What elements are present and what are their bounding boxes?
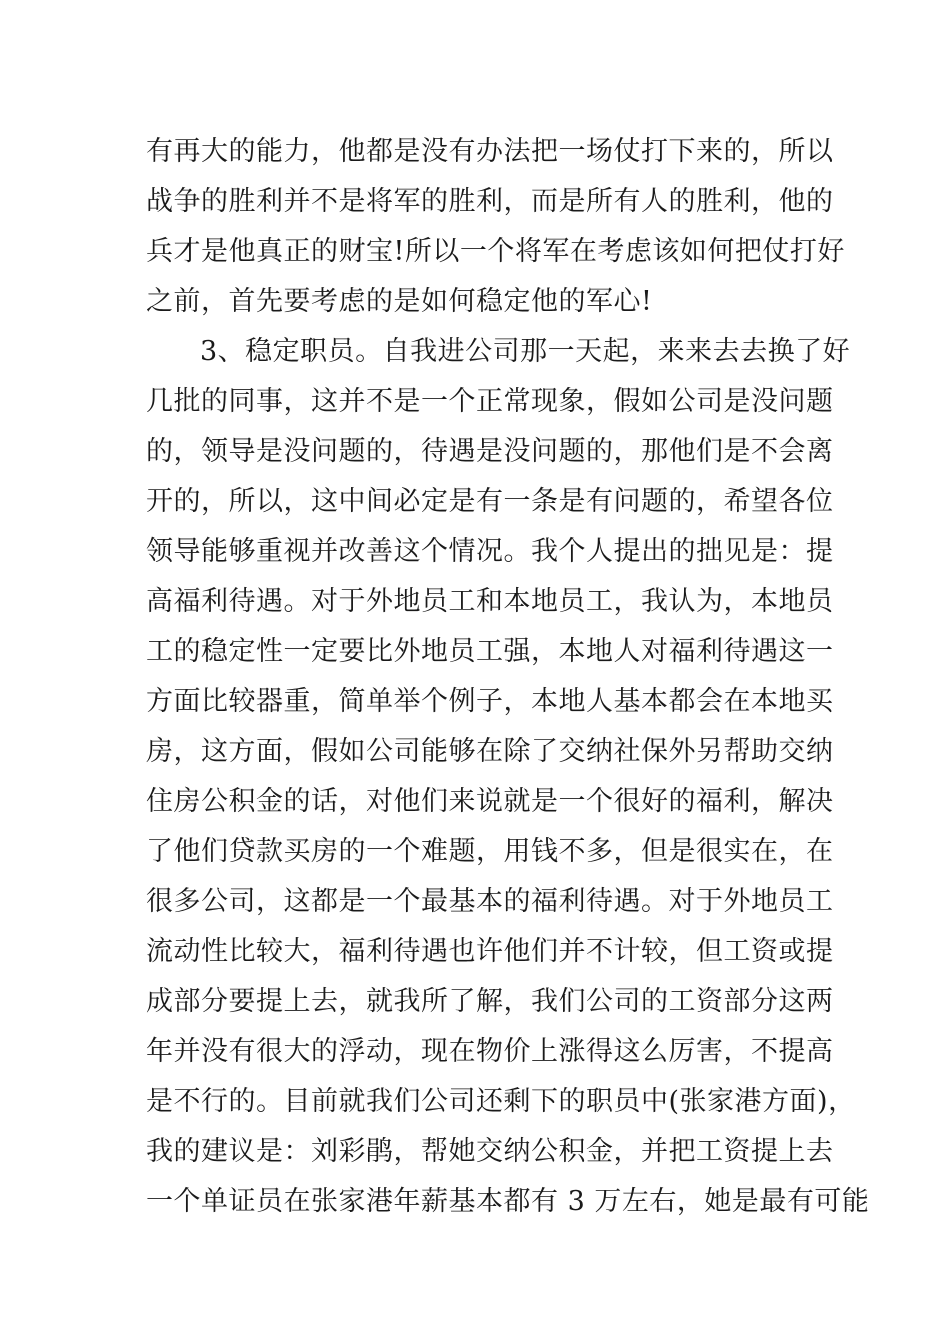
text-line: 几批的同事，这并不是一个正常现象，假如公司是没问题 — [146, 386, 834, 417]
text-line: 一个单证员在张家港年薪基本都有 3 万左右，她是最有可能 — [146, 1186, 870, 1217]
text-line: 了他们贷款买房的一个难题，用钱不多，但是很实在，在 — [146, 836, 834, 867]
text-line: 房，这方面，假如公司能够在除了交纳社保外另帮助交纳 — [146, 736, 834, 767]
text-line: 高福利待遇。对于外地员工和本地员工，我认为，本地员 — [146, 586, 834, 617]
text-line: 住房公积金的话，对他们来说就是一个很好的福利，解决 — [146, 786, 834, 817]
text-line: 工的稳定性一定要比外地员工强，本地人对福利待遇这一 — [146, 636, 834, 667]
text-line: 流动性比较大，福利待遇也许他们并不计较，但工资或提 — [146, 936, 834, 967]
text-line: 战争的胜利并不是将军的胜利，而是所有人的胜利，他的 — [146, 186, 834, 217]
text-line: 之前，首先要考虑的是如何稳定他的军心! — [146, 286, 653, 317]
text-line: 兵才是他真正的财宝!所以一个将军在考虑该如何把仗打好 — [146, 236, 845, 267]
text-line: 开的，所以，这中间必定是有一条是有问题的，希望各位 — [146, 486, 834, 517]
text-line: 年并没有很大的浮动，现在物价上涨得这么厉害，不提高 — [146, 1036, 834, 1067]
text-line: 有再大的能力，他都是没有办法把一场仗打下来的，所以 — [146, 136, 834, 167]
text-line: 是不行的。目前就我们公司还剩下的职员中(张家港方面)， — [146, 1086, 856, 1117]
text-line: 领导能够重视并改善这个情况。我个人提出的拙见是：提 — [146, 536, 834, 567]
paragraph-start-line: 3、稳定职员。自我进公司那一天起，来来去去换了好 — [200, 336, 851, 367]
text-line: 方面比较器重，简单举个例子，本地人基本都会在本地买 — [146, 686, 834, 717]
text-line: 的，领导是没问题的，待遇是没问题的，那他们是不会离 — [146, 436, 834, 467]
text-line: 很多公司，这都是一个最基本的福利待遇。对于外地员工 — [146, 886, 834, 917]
text-line: 成部分要提上去，就我所了解，我们公司的工资部分这两 — [146, 986, 834, 1017]
text-line: 我的建议是：刘彩鹃，帮她交纳公积金，并把工资提上去 — [146, 1136, 834, 1167]
